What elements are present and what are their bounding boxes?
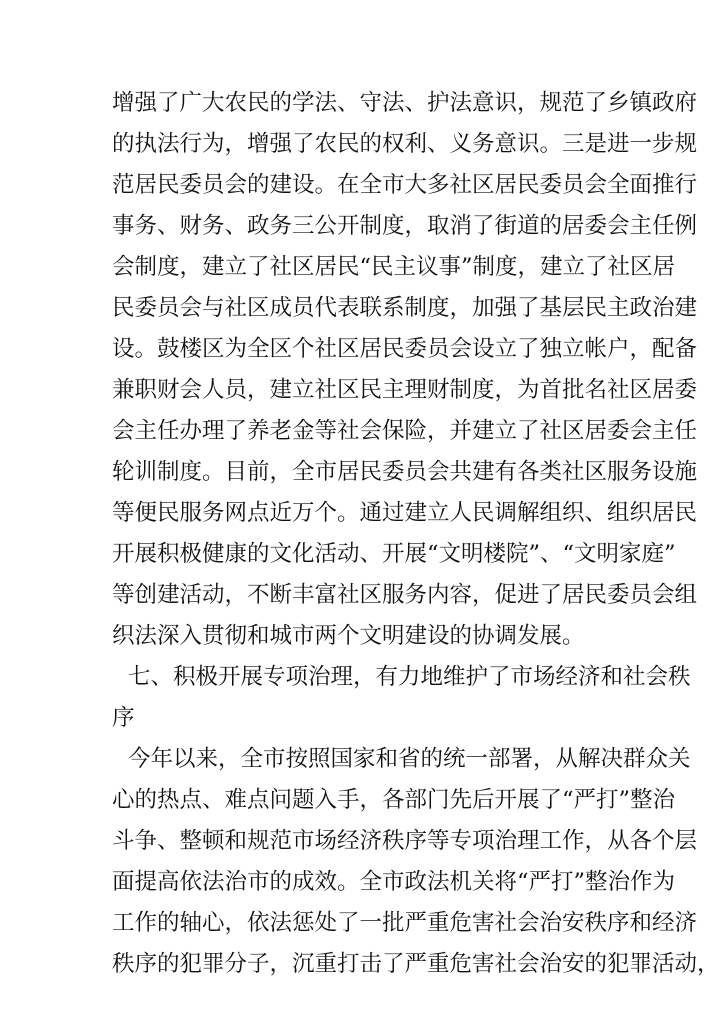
text-line: 开展积极健康的文化活动、开展“文明楼院”、“文明家庭” bbox=[112, 541, 676, 567]
text-line: 今年以来，全市按照国家和省的统一部署，从解决群众关 bbox=[128, 746, 691, 772]
text-line: 的执法行为，增强了农民的权利、义务意识。三是进一步规 bbox=[112, 131, 698, 157]
text-line: 范居民委员会的建设。在全市大多社区居民委员会全面推行 bbox=[112, 172, 698, 198]
text-line: 轮训制度。目前，全市居民委员会共建有各类社区服务设施 bbox=[112, 459, 698, 485]
text-line: 等便民服务网点近万个。通过建立人民调解组织、组织居民 bbox=[112, 500, 698, 526]
text-line: 会制度，建立了社区居民“民主议事”制度，建立了社区居 bbox=[112, 254, 676, 280]
text-line: 工作的轴心，依法惩处了一批严重危害社会治安秩序和经济 bbox=[112, 910, 698, 936]
text-line: 设。鼓楼区为全区个社区居民委员会设立了独立帐户，配备 bbox=[112, 336, 698, 362]
text-line: 兼职财会人员，建立社区民主理财制度，为首批名社区居委 bbox=[112, 377, 698, 403]
text-line: 等创建活动，不断丰富社区服务内容，促进了居民委员会组 bbox=[112, 582, 698, 608]
text-line: 织法深入贯彻和城市两个文明建设的协调发展。 bbox=[112, 623, 585, 649]
text-line: 事务、财务、政务三公开制度，取消了街道的居委会主任例 bbox=[112, 213, 698, 239]
section-heading: 七、积极开展专项治理，有力地维护了市场经济和社会秩 bbox=[128, 664, 691, 690]
text-line: 斗争、整顿和规范市场经济秩序等专项治理工作，从各个层 bbox=[112, 828, 698, 854]
section-heading-continued: 序 bbox=[112, 705, 135, 731]
text-line: 秩序的犯罪分子，沉重打击了严重危害社会治安的犯罪活动， bbox=[112, 951, 720, 977]
text-line: 心的热点、难点问题入手，各部门先后开展了“严打”整治 bbox=[112, 787, 676, 813]
text-line: 面提高依法治市的成效。全市政法机关将“严打”整治作为 bbox=[112, 869, 676, 895]
text-line: 民委员会与社区成员代表联系制度，加强了基层民主政治建 bbox=[112, 295, 698, 321]
text-line: 会主任办理了养老金等社会保险，并建立了社区居委会主任 bbox=[112, 418, 698, 444]
text-line: 增强了广大农民的学法、守法、护法意识，规范了乡镇政府 bbox=[112, 90, 698, 116]
